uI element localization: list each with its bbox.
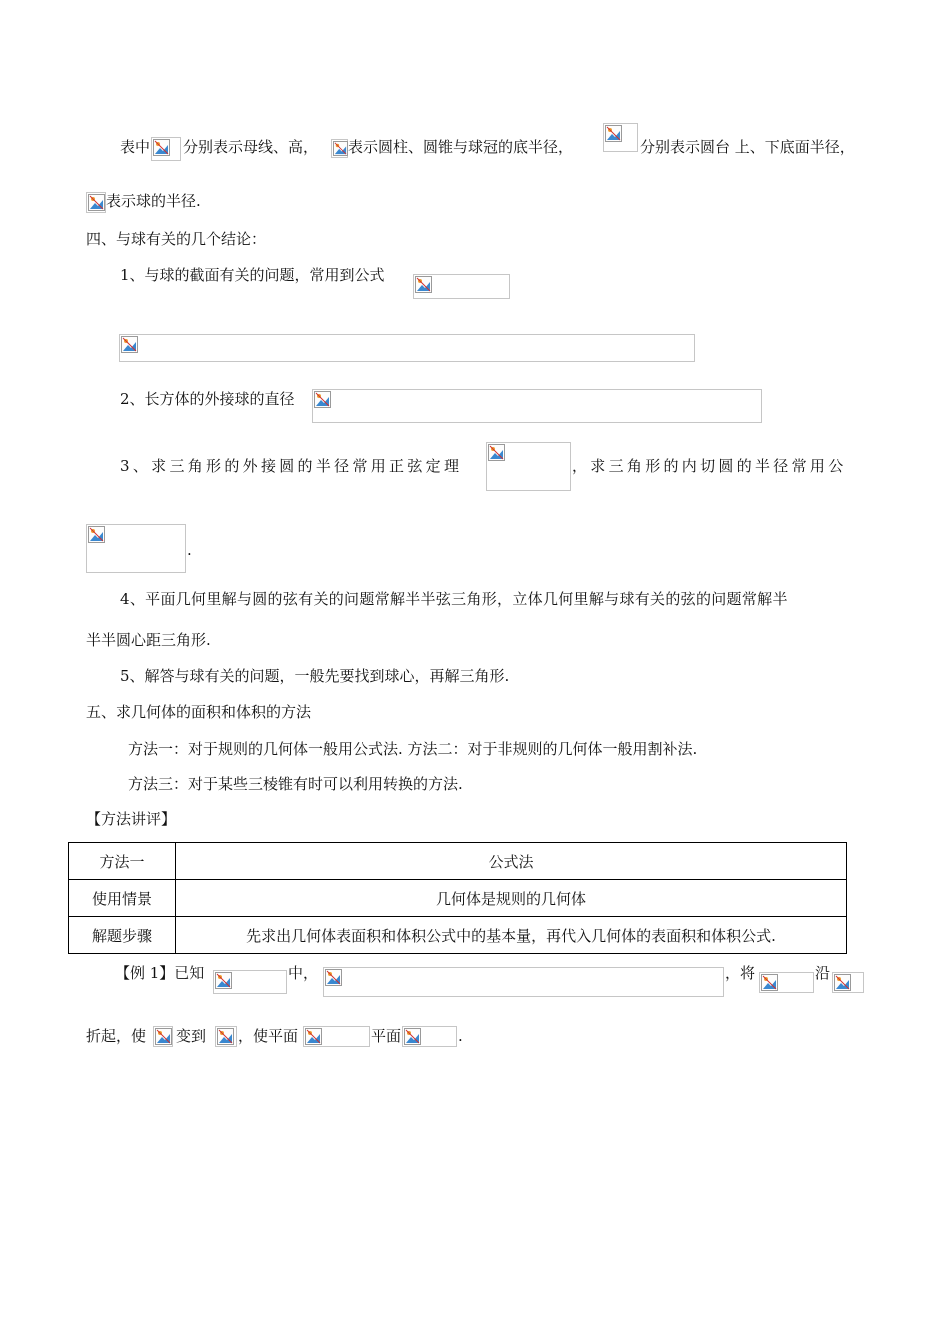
formula-image (303, 1026, 370, 1047)
table-cell: 使用情景 (69, 880, 176, 917)
text-line: 分别表示母线、高， (183, 138, 319, 156)
formula-image (832, 972, 864, 993)
text-line: 半半圆心距三角形. (86, 631, 211, 649)
text-line: 1、与球的截面有关的问题，常用到公式 (120, 266, 385, 284)
text-line: 表示圆柱、圆锥与球冠的底半径， (348, 138, 574, 156)
text-line: ，使平面 (238, 1027, 299, 1045)
text-line: ，求三角形的内切圆的半径常用公 (572, 457, 847, 475)
text-line: 变到 (176, 1027, 207, 1045)
text-line: 分别表示圆台 上、下底面半径， (640, 138, 855, 156)
text-line: . (458, 1027, 463, 1045)
broken-image-icon (215, 972, 232, 989)
text-line: 2、长方体的外接球的直径 (120, 390, 295, 408)
broken-image-icon (333, 141, 348, 156)
broken-image-icon (155, 1028, 172, 1045)
broken-image-icon (88, 526, 105, 543)
text-line: 4、平面几何里解与圆的弦有关的问题常解半半弦三角形，立体几何里解与球有关的弦的问题常解半 (120, 590, 788, 608)
broken-image-icon (325, 969, 342, 986)
formula-image (413, 274, 510, 299)
broken-image-icon (121, 336, 138, 353)
formula-image (486, 442, 571, 491)
text-line: 沿 (815, 964, 831, 982)
text-line: 表示球的半径. (106, 192, 201, 210)
formula-image (86, 192, 106, 213)
text-line: ，将 (725, 964, 756, 982)
text-line: 方法一：对于规则的几何体一般用公式法. 方法二：对于非规则的几何体一般用割补法. (128, 740, 698, 758)
formula-image (151, 137, 181, 161)
broken-image-icon (761, 974, 778, 991)
text-line: 表中 (120, 138, 151, 156)
method-table (68, 842, 847, 954)
table-cell: 几何体是规则的几何体 (176, 880, 847, 917)
formula-image (402, 1026, 457, 1047)
broken-image-icon (305, 1028, 322, 1045)
formula-image (119, 334, 695, 362)
text-line: 【例 1】已知 (115, 964, 205, 982)
table-cell: 先求出几何体表面积和体积公式中的基本量，再代入几何体的表面积和体积公式. (176, 917, 847, 954)
broken-image-icon (488, 444, 505, 461)
table-row (69, 880, 847, 917)
formula-image (312, 389, 762, 423)
section-heading: 四、与球有关的几个结论： (86, 230, 267, 248)
formula-image (215, 1026, 237, 1047)
table-cell: 公式法 (176, 843, 847, 880)
formula-image (153, 1026, 173, 1047)
section-heading: 五、求几何体的面积和体积的方法 (86, 703, 312, 721)
text-line: 折起，使 (86, 1027, 147, 1045)
broken-image-icon (834, 974, 851, 991)
text-line: 平面 (371, 1027, 402, 1045)
review-heading: 【方法讲评】 (86, 810, 177, 828)
broken-image-icon (404, 1028, 421, 1045)
formula-image (323, 967, 724, 997)
broken-image-icon (605, 125, 622, 142)
formula-image (213, 970, 287, 994)
broken-image-icon (217, 1028, 234, 1045)
broken-image-icon (415, 276, 432, 293)
text-line: . (187, 541, 192, 559)
broken-image-icon (88, 194, 105, 211)
table-cell: 解题步骤 (69, 917, 176, 954)
text-line: 5、解答与球有关的问题，一般先要找到球心，再解三角形. (120, 667, 510, 685)
text-line: 方法三：对于某些三棱锥有时可以利用转换的方法. (128, 775, 463, 793)
formula-image (331, 139, 348, 158)
formula-image (86, 524, 186, 573)
table-row (69, 917, 847, 954)
table-cell: 方法一 (69, 843, 176, 880)
broken-image-icon (314, 391, 331, 408)
text-line: 3、求三角形的外接圆的半径常用正弦定理 (120, 457, 463, 475)
formula-image (759, 972, 814, 993)
broken-image-icon (153, 139, 170, 156)
formula-image (603, 123, 638, 152)
text-line: 中， (288, 964, 319, 982)
table-row (69, 843, 847, 880)
